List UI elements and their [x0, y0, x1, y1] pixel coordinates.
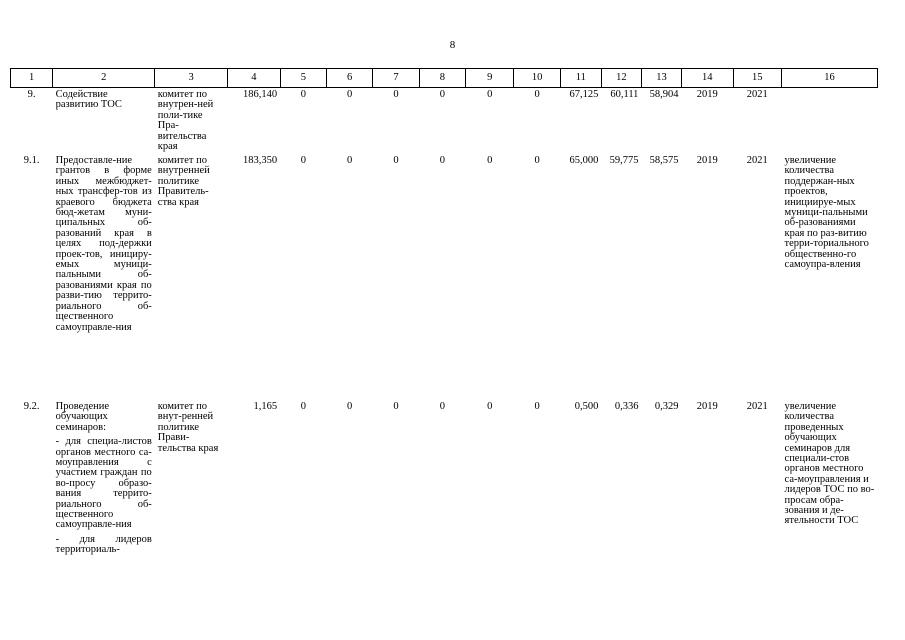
table-row	[11, 154, 878, 400]
start-year: 2019	[696, 401, 718, 412]
value-cell: 0	[534, 155, 540, 166]
measure-name	[53, 154, 155, 400]
table-row	[11, 88, 878, 155]
measure-name-text: - для лидеров территориаль-	[55, 533, 152, 556]
value-cell: 0	[439, 155, 445, 166]
measure-name-text: Предоставле-ние грантов в форме иных межбюджет-ных трансфер-тов из краевого бюджета бюд-жетам муни-ципальных об-разований края в целях под-держки проек-тов, инициру-емых муници-пальными об-разованиями края по разви-тию террито-риального об-щественного самоуправле-ния	[55, 155, 152, 333]
total-amount: 1,165	[253, 401, 278, 412]
value-cell: 0	[300, 401, 306, 412]
measure-name-text: Проведение обучающих семинаров:	[55, 401, 110, 433]
value-cell: 0	[300, 155, 306, 166]
header-cell: 15	[733, 69, 781, 88]
header-cell: 3	[155, 69, 228, 88]
value-cell: 0	[347, 155, 353, 166]
value-cell: 0	[439, 89, 445, 100]
value-cell: 67,125	[569, 89, 599, 100]
header-row	[11, 69, 878, 88]
header-cell: 4	[227, 69, 280, 88]
value-cell: 0	[300, 89, 306, 100]
value-cell: 0	[439, 401, 445, 412]
executor: комитет по внутрен-ней поли-тике Пра-вительства края	[157, 89, 214, 153]
header-cell: 8	[419, 69, 465, 88]
end-year: 2021	[746, 401, 768, 412]
value-cell: 0	[393, 401, 399, 412]
program-table	[10, 68, 878, 556]
page-number: 8	[449, 39, 456, 51]
value-cell: 0,336	[614, 401, 639, 412]
value-cell: 0	[534, 401, 540, 412]
header-cell: 16	[782, 69, 878, 88]
value-cell: 0	[487, 401, 493, 412]
header-cell: 12	[601, 69, 641, 88]
total-amount: 186,140	[243, 89, 278, 100]
value-cell: 59,775	[609, 155, 639, 166]
header-cell: 6	[327, 69, 373, 88]
expected-result	[782, 88, 878, 155]
header-cell: 14	[681, 69, 733, 88]
value-cell: 0,329	[654, 401, 679, 412]
value-cell: 0,500	[574, 401, 599, 412]
executor: комитет по внут-ренней политике Прави-тельства края	[157, 401, 219, 454]
header-cell: 5	[280, 69, 326, 88]
end-year: 2021	[746, 155, 768, 166]
value-cell: 0	[534, 89, 540, 100]
value-cell: 58,575	[649, 155, 679, 166]
row-number: 9.1.	[23, 155, 40, 166]
value-cell: 0	[487, 155, 493, 166]
header-cell: 10	[514, 69, 560, 88]
measure-name	[53, 88, 155, 155]
measure-name	[53, 400, 155, 556]
value-cell: 0	[393, 155, 399, 166]
value-cell: 60,111	[610, 89, 639, 100]
value-cell: 58,904	[649, 89, 679, 100]
end-year: 2021	[746, 89, 768, 100]
expected-result: увеличение количества поддержан-ных проектов, инициируе-мых муници-пальными об-разованиями края по раз-витию терри-ториального общественно-го самоупра-вления	[784, 155, 869, 271]
total-amount: 183,350	[243, 155, 278, 166]
expected-result: увеличение количества проведенных обучающих семинаров для специали-стов органов местного са-моуправления и лидеров ТОС по во-просам обра-зования и де-ятельности ТОС	[784, 401, 875, 527]
header-cell: 9	[466, 69, 514, 88]
measure-name-text: - для специа-листов органов местного са-моуправления с участием граждан по во-просу образо-вания террито-риального об-щественного самоуправле-ния	[55, 436, 152, 531]
table-row	[11, 400, 878, 556]
row-number: 9.	[27, 89, 36, 100]
header-cell: 13	[641, 69, 681, 88]
value-cell: 0	[393, 89, 399, 100]
measure-name-text: Содействие развитию ТОС	[55, 89, 122, 111]
header-cell: 2	[53, 69, 155, 88]
value-cell: 0	[347, 401, 353, 412]
header-cell: 1	[11, 69, 53, 88]
executor: комитет по внутренней политике Правитель-ства края	[157, 155, 210, 208]
value-cell: 0	[487, 89, 493, 100]
value-cell: 0	[347, 89, 353, 100]
header-cell: 7	[373, 69, 419, 88]
value-cell: 65,000	[569, 155, 599, 166]
header-cell: 11	[560, 69, 601, 88]
start-year: 2019	[696, 89, 718, 100]
start-year: 2019	[696, 155, 718, 166]
row-number: 9.2.	[23, 401, 40, 412]
